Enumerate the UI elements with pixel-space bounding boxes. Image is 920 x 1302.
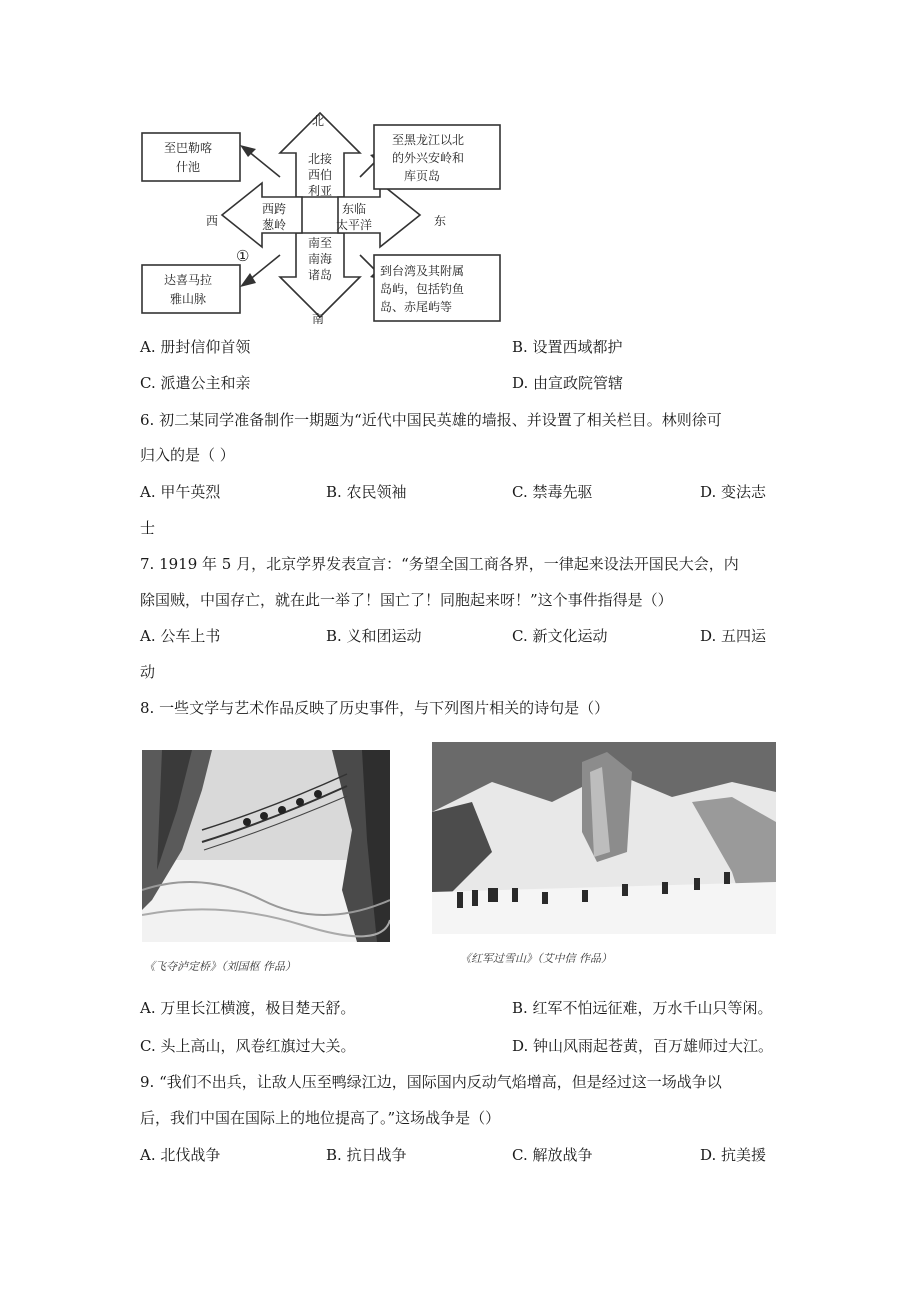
q7-option-a: A. 公车上书	[140, 627, 221, 645]
box-se-line2: 岛屿，包括钓鱼	[380, 282, 465, 296]
q7-option-b: B. 义和团运动	[326, 627, 422, 645]
q7-option-d-wrap: 动	[140, 663, 156, 681]
q9-option-d: D. 抗美援	[700, 1146, 767, 1164]
q5-option-a: A. 册封信仰首领	[140, 338, 251, 356]
q6-option-d: D. 变法志	[700, 483, 767, 501]
box-ne-line2: 的外兴安岭和	[392, 151, 465, 165]
q5-option-c: C. 派遣公主和亲	[140, 374, 251, 392]
q9-stem-line2: 后，我们中国在国际上的地位提高了。”这场战争是（）	[140, 1109, 501, 1127]
box-se-line1: 到台湾及其附属	[380, 264, 465, 278]
q8-option-b: B. 红军不怕远征难，万水千山只等闲。	[512, 999, 773, 1017]
q9-option-b: B. 抗日战争	[326, 1146, 407, 1164]
q6-stem-line1: 6. 初二某同学准备制作一期题为“近代中国民英雄的墙报、并设置了相关栏目。林则徐可	[140, 411, 722, 429]
box-nw-line1: 至巴勒喀	[164, 141, 213, 155]
box-ne-line1: 至黑龙江以北	[392, 133, 465, 147]
q5-option-b: B. 设置西域都护	[512, 338, 623, 356]
box-sw-line1: 达喜马拉	[164, 273, 213, 287]
arrow-s-line1: 南至	[308, 236, 333, 250]
q8-option-d: D. 钟山风雨起苍黄，百万雄师过大江。	[512, 1037, 774, 1055]
box-sw-line2: 雅山脉	[170, 292, 207, 306]
label-west: 西	[206, 214, 219, 228]
box-ne-line3: 库页岛	[404, 169, 441, 183]
q7-option-c: C. 新文化运动	[512, 627, 608, 645]
box-se-line3: 岛、赤尾屿等	[380, 300, 453, 314]
q9-option-a: A. 北伐战争	[140, 1146, 221, 1164]
circle-mark: ①	[236, 247, 250, 265]
arrow-s-line3: 诸岛	[308, 268, 333, 282]
q6-option-c: C. 禁毒先驱	[512, 483, 593, 501]
arrow-n-line1: 北接	[308, 152, 333, 166]
label-north: 北	[312, 114, 325, 128]
label-south: 南	[312, 312, 325, 326]
arrow-n-line2: 西伯	[308, 168, 333, 182]
q6-option-a: A. 甲午英烈	[140, 483, 221, 501]
q9-stem-line1: 9. “我们不出兵，让敌人压至鸭绿江边，国际国内反动气焰增高，但是经过这一场战争以	[140, 1073, 722, 1091]
arrow-s-line2: 南海	[308, 252, 333, 266]
q7-option-d: D. 五四运	[700, 627, 767, 645]
arrow-e-line2: 太平洋	[336, 218, 373, 232]
label-east: 东	[434, 214, 447, 228]
q7-stem-line2: 除国贼，中国存亡，就在此一举了！国亡了！同胞起来呀！”这个事件指得是（）	[140, 591, 673, 609]
painting-snow-mountain	[432, 742, 776, 934]
arrow-e-line1: 东临	[342, 202, 367, 216]
caption-right: 《红军过雪山》（艾中信 作品）	[460, 952, 612, 965]
painting-luding-bridge	[142, 750, 390, 942]
q5-option-d: D. 由宣政院管辖	[512, 374, 624, 392]
q7-stem-line1: 7. 1919 年 5 月，北京学界发表宣言：“务望全国工商各界，一律起来设法开国民大会，内	[140, 555, 739, 573]
arrow-n-line3: 利亚	[308, 184, 333, 198]
q9-option-c: C. 解放战争	[512, 1146, 593, 1164]
q8-stem: 8. 一些文学与艺术作品反映了历史事件，与下列图片相关的诗句是（）	[140, 699, 610, 717]
q6-option-d-wrap: 士	[140, 519, 156, 537]
arrow-w-line1: 西跨	[262, 202, 287, 216]
territory-diagram	[130, 105, 520, 330]
q8-option-a: A. 万里长江横渡，极目楚天舒。	[140, 999, 356, 1017]
q8-option-c: C. 头上高山，风卷红旗过大关。	[140, 1037, 356, 1055]
q6-option-b: B. 农民领袖	[326, 483, 407, 501]
q6-stem-line2: 归入的是（ ）	[140, 446, 235, 464]
arrow-w-line2: 葱岭	[262, 218, 287, 232]
caption-left: 《飞夺泸定桥》（刘国枢 作品）	[144, 960, 296, 973]
box-nw-line2: 什池	[176, 160, 201, 174]
